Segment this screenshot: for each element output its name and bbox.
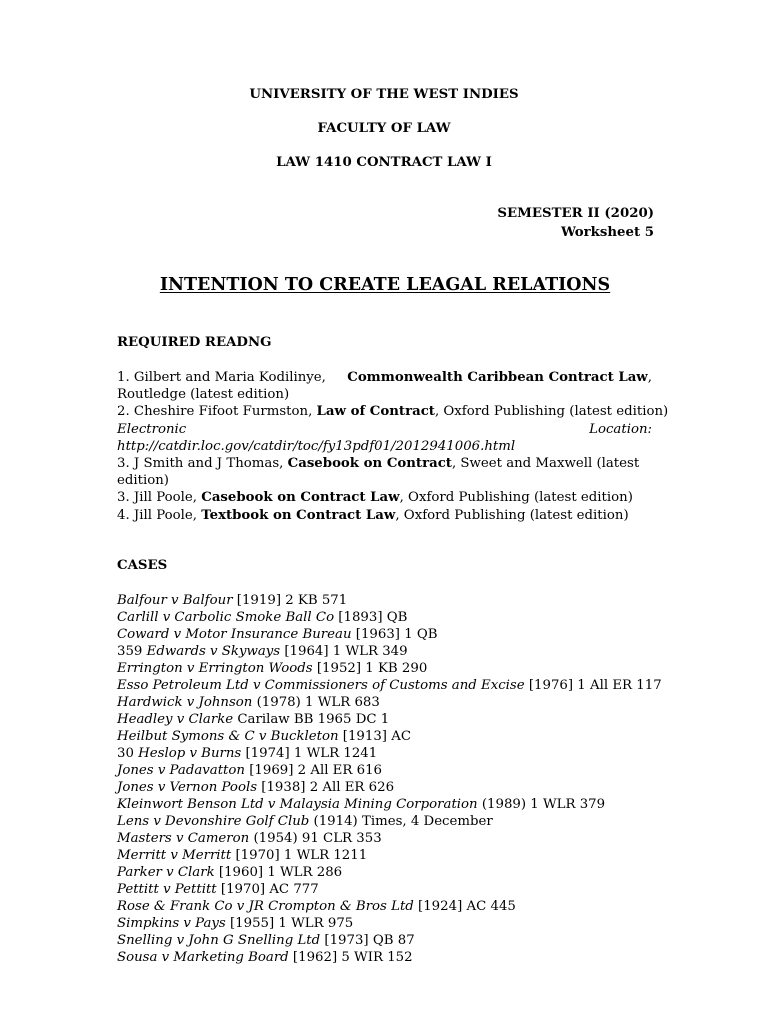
- case-item: [117, 864, 677, 881]
- case-citation: (1978) 1 WLR 683: [252, 695, 380, 710]
- case-item: [117, 779, 677, 796]
- reading-2-suffix: , Oxford Publishing (latest edition): [434, 404, 669, 420]
- case-item: [117, 915, 677, 932]
- electronic-url[interactable]: http://catdir.loc.gov/catdir/toc/fy13pdf01/2012941006.html: [117, 438, 516, 454]
- readings-heading: REQUIRED READNG: [117, 335, 272, 350]
- case-item: [117, 592, 677, 609]
- case-item: [117, 728, 677, 745]
- reading-3-suffix: , Sweet and Maxwell (latest: [451, 455, 640, 471]
- case-item: [117, 898, 677, 915]
- reading-3-author: 3. J Smith and J Thomas,: [117, 455, 284, 471]
- reading-5-author: 4. Jill Poole,: [117, 507, 197, 523]
- case-item: [117, 626, 677, 643]
- case-citation: [1963] 1 QB: [351, 627, 438, 642]
- case-citation: [1952] 1 KB 290: [312, 661, 428, 676]
- readings-list: [117, 369, 669, 524]
- case-name: Coward v Motor Insurance Bureau: [117, 627, 352, 642]
- cases-heading: CASES: [117, 558, 168, 573]
- reading-5-book: Textbook on Contract Law: [201, 507, 396, 523]
- case-name: Headley v Clarke: [117, 712, 234, 727]
- case-item: [117, 949, 677, 966]
- case-name: Jones v Padavatton: [117, 763, 245, 778]
- case-name: Balfour v Balfour: [117, 593, 233, 608]
- electronic-label: Electronic: [117, 421, 187, 437]
- reading-item-2: [117, 403, 669, 420]
- case-name: Rose & Frank Co v JR Crompton & Bros Ltd: [117, 899, 414, 914]
- case-prefix: 30: [117, 746, 139, 761]
- case-name: Jones v Vernon Pools: [117, 780, 258, 795]
- case-citation: (1954) 91 CLR 353: [249, 831, 382, 846]
- reading-item-4: [117, 489, 652, 506]
- case-citation: Carilaw BB 1965 DC 1: [233, 712, 390, 727]
- case-citation: [1955] 1 WLR 975: [225, 916, 354, 931]
- case-citation: [1974] 1 WLR 1241: [241, 746, 378, 761]
- case-name: Pettitt v Pettitt: [117, 882, 217, 897]
- case-citation: [1924] AC 445: [413, 899, 516, 914]
- case-item: [117, 813, 677, 830]
- reading-1-author: 1. Gilbert and Maria Kodilinye,: [117, 370, 326, 385]
- case-citation: [1913] AC: [338, 729, 411, 744]
- case-item: [117, 830, 677, 847]
- case-citation: [1960] 1 WLR 286: [214, 865, 343, 880]
- case-citation: [1938] 2 All ER 626: [257, 780, 395, 795]
- case-name: Heilbut Symons & C v Buckleton: [117, 729, 339, 744]
- cases-list: [117, 592, 677, 966]
- location-label: Location:: [589, 421, 652, 437]
- case-name: Sousa v Marketing Board: [117, 950, 289, 965]
- case-name: Lens v Devonshire Golf Club: [117, 814, 310, 829]
- case-citation: [1964] 1 WLR 349: [280, 644, 408, 659]
- case-citation: [1893] QB: [334, 610, 408, 625]
- reading-item-3: [117, 455, 652, 472]
- case-item: [117, 609, 677, 626]
- case-name: Esso Petroleum Ltd v Commissioners of Customs and Excise: [117, 678, 525, 693]
- reading-5-suffix: , Oxford Publishing (latest edition): [395, 507, 629, 523]
- case-citation: [1969] 2 All ER 616: [244, 763, 382, 778]
- case-item: [117, 660, 677, 677]
- case-prefix: 359: [117, 644, 147, 659]
- reading-1-suffix: ,: [647, 370, 652, 385]
- case-name: Merritt v Merritt: [117, 848, 232, 863]
- case-name: Heslop v Burns: [138, 746, 242, 761]
- case-name: Hardwick v Johnson: [117, 695, 253, 710]
- case-name: Carlill v Carbolic Smoke Ball Co: [117, 610, 335, 625]
- case-name: Snelling v John G Snelling Ltd: [117, 933, 321, 948]
- worksheet-label: Worksheet 5: [560, 225, 654, 240]
- case-item: [117, 762, 677, 779]
- case-citation: [1970] AC 777: [216, 882, 319, 897]
- reading-3-book: Casebook on Contract: [287, 455, 452, 471]
- course-name: LAW 1410 CONTRACT LAW I: [276, 155, 492, 170]
- case-item: [117, 694, 677, 711]
- case-item: [117, 881, 677, 898]
- reading-4-suffix: , Oxford Publishing (latest edition): [399, 490, 633, 506]
- case-citation: (1914) Times, 4 December: [309, 814, 493, 829]
- reading-item-5: [117, 507, 652, 524]
- case-name: Kleinwort Benson Ltd v Malaysia Mining Corporation: [117, 797, 478, 812]
- case-citation: [1962] 5 WIR 152: [288, 950, 413, 965]
- case-citation: [1919] 2 KB 571: [232, 593, 348, 608]
- case-item: [117, 643, 677, 660]
- case-item: [117, 847, 677, 864]
- semester-label: SEMESTER II (2020): [497, 206, 654, 221]
- case-item: [117, 677, 677, 694]
- case-name: Masters v Cameron: [117, 831, 250, 846]
- reading-3-edition: edition): [117, 473, 169, 489]
- case-name: Parker v Clark: [117, 865, 215, 880]
- case-citation: (1989) 1 WLR 379: [477, 797, 606, 812]
- university-name: UNIVERSITY OF THE WEST INDIES: [249, 87, 519, 102]
- case-citation: [1973] QB 87: [320, 933, 415, 948]
- reading-1-book: Commonwealth Caribbean Contract Law: [347, 370, 648, 385]
- electronic-location-row: [117, 421, 652, 438]
- case-citation: [1970] 1 WLR 1211: [231, 848, 368, 863]
- faculty-name: FACULTY OF LAW: [317, 121, 451, 136]
- case-item: [117, 932, 677, 949]
- case-name: Simpkins v Pays: [117, 916, 226, 931]
- case-item: [117, 711, 677, 728]
- document-title: INTENTION TO CREATE LEAGAL RELATIONS: [159, 275, 611, 295]
- case-name: Edwards v Skyways: [146, 644, 281, 659]
- reading-item-1: [117, 369, 652, 386]
- reading-1-publisher: Routledge (latest edition): [117, 387, 290, 403]
- reading-2-author: 2. Cheshire Fifoot Furmston,: [117, 404, 313, 420]
- reading-4-book: Casebook on Contract Law: [201, 490, 400, 506]
- case-item: [117, 796, 677, 813]
- reading-4-author: 3. Jill Poole,: [117, 490, 197, 506]
- case-name: Errington v Errington Woods: [117, 661, 313, 676]
- case-item: [117, 745, 677, 762]
- case-citation: [1976] 1 All ER 117: [524, 678, 662, 693]
- reading-2-book: Law of Contract: [316, 404, 435, 420]
